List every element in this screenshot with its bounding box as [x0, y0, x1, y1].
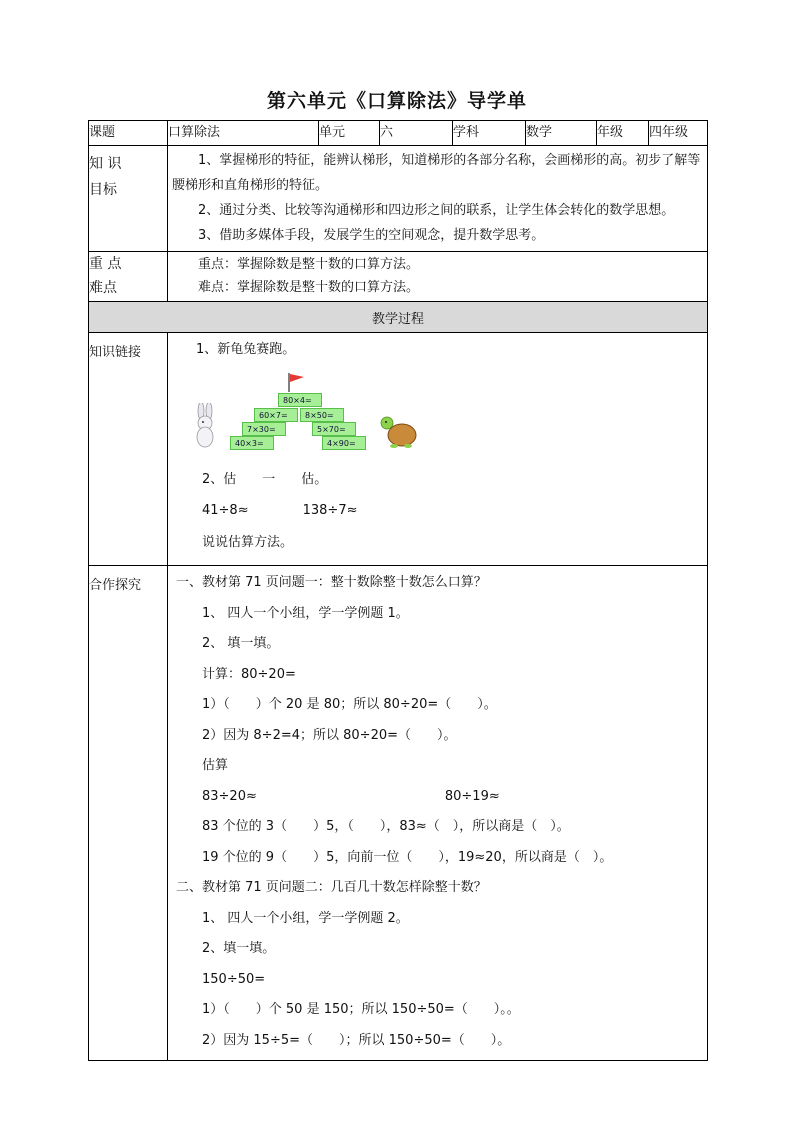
tortoise-icon: [378, 413, 418, 449]
section-1-step-2: 2、 填一填。: [202, 636, 280, 651]
link-row: [89, 333, 708, 566]
objectives-content: [168, 146, 708, 252]
calc-prompt-2: 150÷50=: [202, 971, 266, 987]
process-title: 教学过程: [89, 302, 708, 333]
link-item-1: 1、新龟兔赛跑。: [196, 342, 296, 357]
brick-5x70: 5×70=: [312, 422, 356, 436]
estimate-method: 说说估算方法。: [202, 535, 294, 550]
section-2-title: 二、教材第 71 页问题二：几百几十数怎样除整十数？: [176, 880, 487, 895]
objectives-row: [89, 146, 708, 252]
round-line-1: 83 个位的 3（ ）5，（ ），83≈（ ），所以商是（ ）。: [202, 819, 570, 834]
objective-2: 2、通过分类、比较等沟通梯形和四边形之间的联系，让学生体会转化的数学思想。: [198, 203, 675, 218]
link-content: [168, 333, 708, 566]
page-title: 第六单元《口算除法》导学单: [266, 90, 527, 112]
brick-40x3: 40×3=: [230, 436, 274, 450]
brick-4x90: 4×90=: [322, 436, 366, 450]
subject-value: 数学: [526, 121, 597, 146]
topic-label: 课题: [89, 121, 168, 146]
rabbit-icon: [192, 403, 220, 449]
worksheet-table: [88, 120, 708, 1061]
section-2-step-2: 2、填一填。: [202, 941, 276, 956]
topic-value: 口算除法: [168, 121, 319, 146]
fill-line-1: 1）（ ）个 20 是 80；所以 80÷20=（ ）。: [202, 697, 497, 712]
header-row: [89, 121, 708, 146]
keypoints-label: 重 点 难点: [89, 252, 168, 302]
brick-60x7: 60×7=: [254, 408, 298, 422]
brick-80x4: 80×4=: [278, 393, 322, 407]
keypoint-1: 重点：掌握除数是整十数的口算方法。: [198, 257, 420, 272]
unit-label: 单元: [319, 121, 380, 146]
grade-value: 四年级: [649, 121, 708, 146]
estimate-line: 41÷8≈ 138÷7≈: [202, 503, 358, 518]
section-1-title: 一、教材第 71 页问题一：整十数除整十数怎么口算？: [176, 575, 487, 590]
fill-line-4: 2）因为 15÷5=（ ）；所以 150÷50=（ ）。: [202, 1032, 511, 1048]
brick-7x30: 7×30=: [242, 422, 286, 436]
link-label: 知识链接: [89, 333, 168, 566]
explore-row: [89, 566, 708, 1061]
subject-label: 学科: [453, 121, 526, 146]
flag-icon: [284, 371, 306, 393]
objective-3: 3、借助多媒体手段，发展学生的空间观念，提升数学思考。: [198, 228, 545, 243]
grade-label: 年级: [597, 121, 649, 146]
unit-value: 六: [380, 121, 453, 146]
round-line-2: 19 个位的 9（ ）5，向前一位（ ），19≈20，所以商是（ ）。: [202, 849, 613, 865]
estimate-expressions: 83÷20≈ 80÷19≈: [202, 788, 500, 804]
calc-prompt: 计算：80÷20=: [202, 666, 296, 682]
objective-1: 1、掌握梯形的特征，能辨认梯形，知道梯形的各部分名称，会画梯形的高。初步了解等腰梯形和直角梯形的特征。: [172, 153, 701, 193]
brick-8x50: 8×50=: [300, 408, 344, 422]
explore-content: [168, 566, 708, 1061]
fill-line-2: 2）因为 8÷2=4；所以 80÷20=（ ）。: [202, 727, 457, 743]
keypoint-2: 难点：掌握除数是整十数的口算方法。: [198, 280, 420, 295]
process-row: [89, 302, 708, 333]
keypoints-row: [89, 252, 708, 302]
section-1-step-1: 1、 四人一个小组，学一学例题 1。: [202, 605, 409, 621]
estimate-heading: 估算: [202, 758, 229, 773]
objectives-label: 知 识 目标: [89, 146, 168, 252]
link-item-2: 2、估 一 估。: [202, 472, 328, 487]
race-illustration: [172, 361, 703, 461]
section-2-step-1: 1、 四人一个小组，学一学例题 2。: [202, 910, 409, 926]
explore-label: 合作探究: [89, 566, 168, 1061]
keypoints-content: [168, 252, 708, 302]
fill-line-3: 1）（ ）个 50 是 150；所以 150÷50=（ ）。。: [202, 1002, 520, 1017]
